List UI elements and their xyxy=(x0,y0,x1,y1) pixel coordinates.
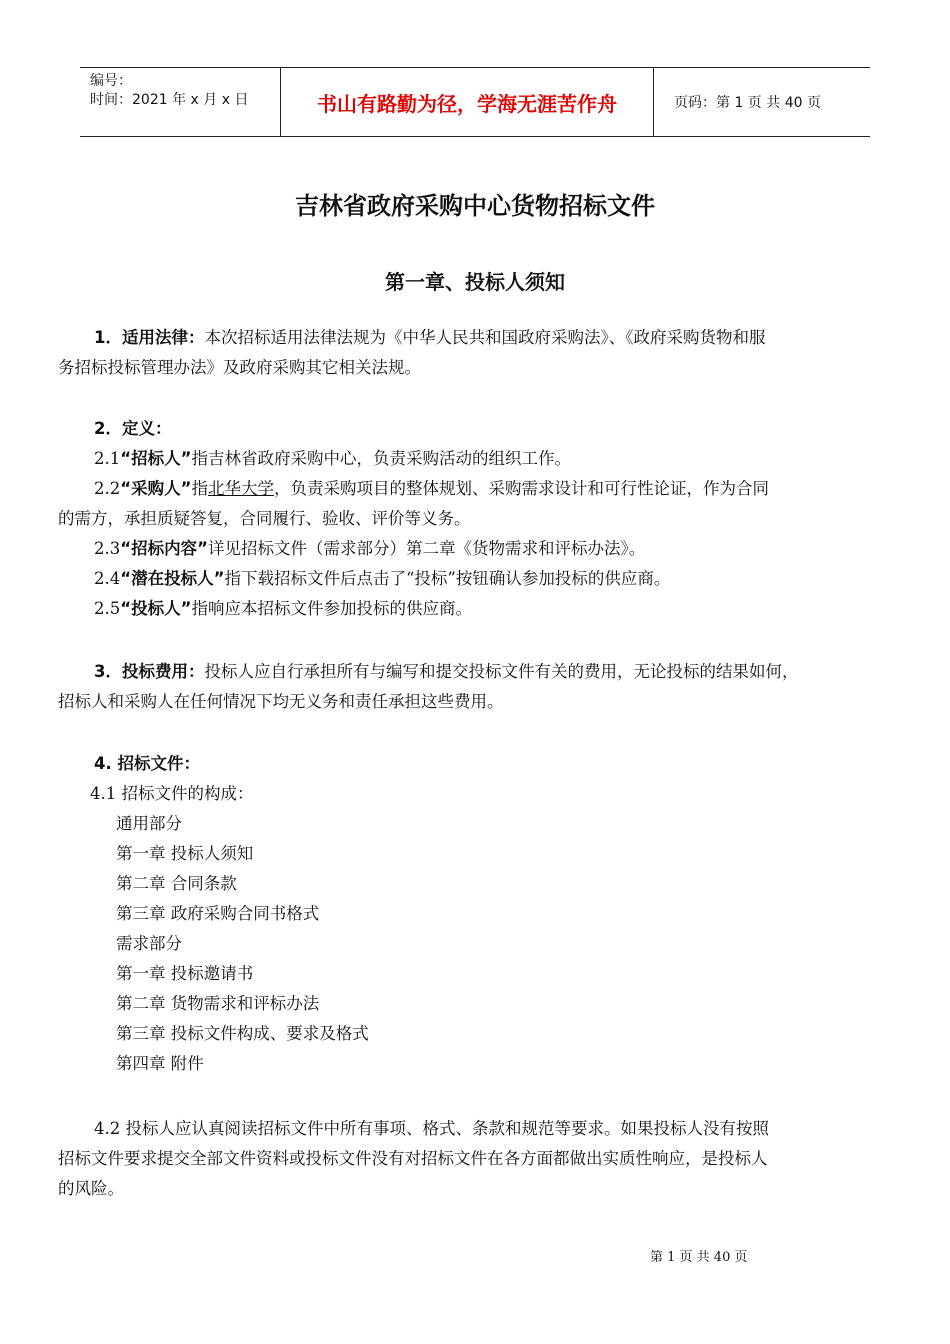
subsection-4-2-line-3: 的风险。 xyxy=(58,1179,124,1198)
definition-2-4 xyxy=(58,564,900,594)
section-3-line-2: 招标人和采购人在任何情况下均无义务和责任承担这些费用。 xyxy=(58,692,504,711)
def-text: 指响应本招标文件参加投标的供应商。 xyxy=(191,599,472,618)
definition-2-5 xyxy=(58,594,900,624)
contents-list xyxy=(58,809,900,1079)
section-1-text: 本次招标适用法律法规为《中华人民共和国政府采购法》、《政府采购货物和服 xyxy=(204,328,766,347)
section-3-heading: 3．投标费用： xyxy=(94,662,205,681)
section-1 xyxy=(58,323,900,383)
header-page-info xyxy=(664,68,870,136)
section-3 xyxy=(58,657,900,717)
header-table xyxy=(80,67,870,137)
subsection-4-2 xyxy=(58,1114,900,1204)
header-page-text: 页码：第 1 页 共 40 页 xyxy=(674,95,821,111)
definition-2-2-line-2: 的需方，承担质疑答复，合同履行、验收、评价等义务。 xyxy=(58,509,471,528)
list-item: 第三章 政府采购合同书格式 xyxy=(116,904,320,923)
chapter-title: 第一章、投标人须知 xyxy=(385,270,565,294)
def-num: 2.2 xyxy=(94,479,121,498)
header-number: 编号： xyxy=(90,73,132,89)
def-term: “招标内容” xyxy=(120,539,208,558)
section-1-line-1 xyxy=(58,323,900,353)
list-item: 需求部分 xyxy=(116,934,182,953)
list-item: 第三章 投标文件构成、要求及格式 xyxy=(116,1024,369,1043)
page-footer: 第 1 页 共 40 页 xyxy=(650,1250,748,1265)
section-1-heading: 1．适用法律： xyxy=(94,328,205,347)
section-4-heading: 4. 招标文件： xyxy=(94,754,200,773)
def-text: 指吉林省政府采购中心，负责采购活动的组织工作。 xyxy=(191,449,571,468)
subsection-4-2-line-2: 招标文件要求提交全部文件资料或投标文件没有对招标文件在各方面都做出实质性响应，是投标人 xyxy=(58,1149,768,1168)
definition-2-3 xyxy=(58,534,900,564)
def-text: ，负责采购项目的整体规划、采购需求设计和可行性论证，作为合同 xyxy=(273,479,769,498)
section-3-text: 投标人应自行承担所有与编写和提交投标文件有关的费用，无论投标的结果如何， xyxy=(204,662,799,681)
def-num: 2.3 xyxy=(94,539,121,558)
def-num: 2.4 xyxy=(94,569,121,588)
section-3-line-1 xyxy=(58,657,900,687)
document-title: 吉林省政府采购中心货物招标文件 xyxy=(295,192,655,220)
list-item: 第一章 投标邀请书 xyxy=(116,964,254,983)
section-2-heading: 2．定义： xyxy=(94,419,172,438)
def-term: “潜在投标人” xyxy=(120,569,225,588)
purchaser-name-link[interactable]: 北华大学 xyxy=(207,479,274,498)
definition-2-1 xyxy=(58,444,900,474)
list-item: 通用部分 xyxy=(116,814,182,833)
def-text: 指 xyxy=(191,479,208,498)
section-1-line-2: 务招标投标管理办法》及政府采购其它相关法规。 xyxy=(58,358,421,377)
list-item: 第四章 附件 xyxy=(116,1054,204,1073)
section-2 xyxy=(58,414,900,624)
header-motto: 书山有路勤为径，学海无涯苦作舟 xyxy=(281,68,654,136)
list-item: 第一章 投标人须知 xyxy=(116,844,254,863)
subsection-4-2-line-1: 4.2 投标人应认真阅读招标文件中所有事项、格式、条款和规范等要求。如果投标人没有按照 xyxy=(94,1119,769,1138)
list-item: 第二章 货物需求和评标办法 xyxy=(116,994,320,1013)
section-4 xyxy=(58,749,900,1079)
def-term: “招标人” xyxy=(120,449,192,468)
def-num: 2.5 xyxy=(94,599,121,618)
def-term: “采购人” xyxy=(120,479,192,498)
def-text: 详见招标文件（需求部分）第二章《货物需求和评标办法》。 xyxy=(207,539,646,558)
header-time: 时间：2021 年 x 月 x 日 xyxy=(90,92,249,108)
header-meta-cell xyxy=(80,68,281,136)
definition-2-2 xyxy=(58,474,900,504)
def-text: 指下载招标文件后点击了“投标”按钮确认参加投标的供应商。 xyxy=(224,569,671,588)
list-item: 第二章 合同条款 xyxy=(116,874,237,893)
def-num: 2.1 xyxy=(94,449,121,468)
subsection-4-1: 4.1 招标文件的构成： xyxy=(90,784,254,803)
def-term: “投标人” xyxy=(120,599,192,618)
